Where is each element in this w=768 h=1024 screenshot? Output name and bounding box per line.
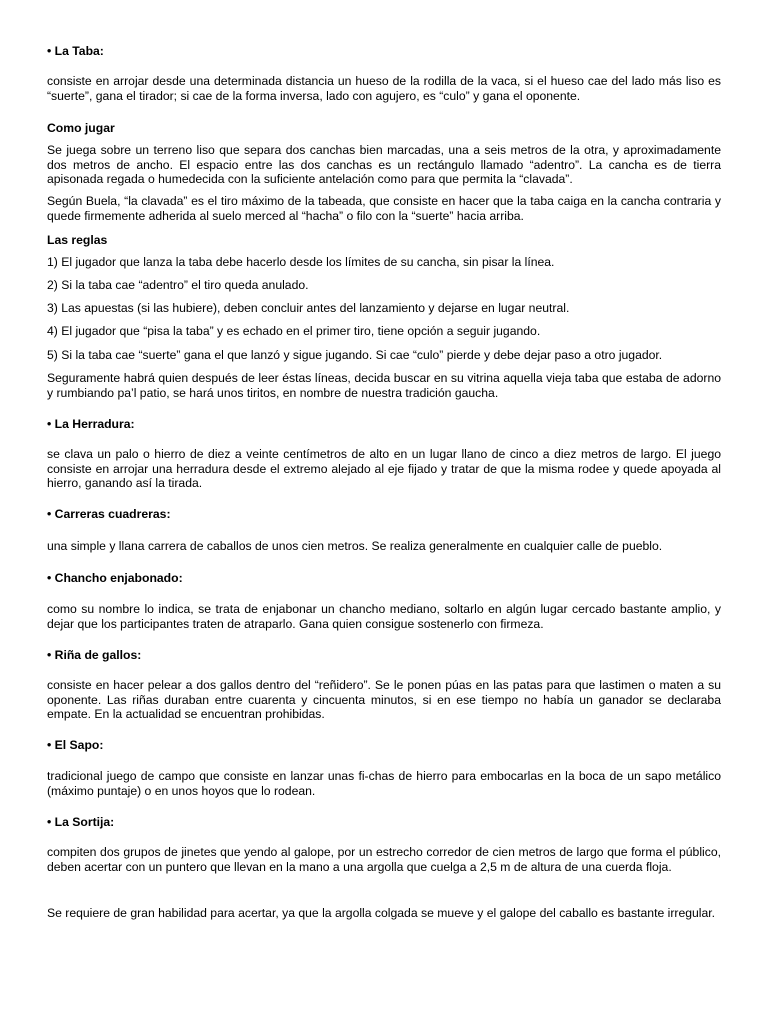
la-sortija-text-2: Se requiere de gran habilidad para acertar, ya que la argolla colgada se mueve y el galope del caballo es bastante irregular. [47,906,716,920]
chancho-enjabonado-text: como su nombre lo indica, se trata de enjabonar un chancho mediano, soltarlo en algún lugar cercado bastante amplio, y dejar que los participantes traten de atraparlo. Gana quien consigue sostenerlo con firmeza. [47,602,721,631]
heading-las-reglas: Las reglas [47,233,108,247]
rule-item-5: 5) Si la taba cae “suerte” gana el que lanzó y sigue jugando. Si cae “culo” pierde y debe dejar paso a otro jugador. [47,348,663,362]
heading-el-sapo: • El Sapo: [47,738,104,752]
como-jugar-paragraph-1: Se juega sobre un terreno liso que separa dos canchas bien marcadas, una a seis metros de la otra, y aproximadamente dos metros de ancho. El espacio entre las dos canchas es un rectángulo llamado “adentro”. La cancha es de tierra apisonada regada o humedecida con la suficiente antelación como para que permita la “clavada”. [47,143,721,187]
la-taba-closing: Seguramente habrá quien después de leer éstas líneas, decida buscar en su vitrina aquella vieja taba que estaba de adorno y rumbiando pa’l patio, se hará unos tiritos, en nombre de nuestra tradición gaucha. [47,371,721,400]
heading-chancho-enjabonado: • Chancho enjabonado: [47,571,183,585]
la-sortija-text-1: compiten dos grupos de jinetes que yendo al galope, por un estrecho corredor de cien metros de largo que forma el público, deben acertar con un puntero que llevan en la mano a una argolla que cuelga a 2,5 m de altura de una cuerda floja. [47,845,721,874]
como-jugar-paragraph-2: Según Buela, “la clavada” es el tiro máximo de la tabeada, que consiste en hacer que la taba caiga en la cancha contraria y quede firmemente adherida al suelo merced al “hacha” o filo con la “suerte” hacia arriba. [47,194,721,223]
rule-item-1: 1) El jugador que lanza la taba debe hacerlo desde los límites de su cancha, sin pisar la línea. [47,255,555,269]
rule-item-3: 3) Las apuestas (si las hubiere), deben concluir antes del lanzamiento y dejarse en lugar neutral. [47,301,570,315]
la-taba-intro: consiste en arrojar desde una determinada distancia un hueso de la rodilla de la vaca, si el hueso cae del lado más liso es “suerte”, gana el tirador; si cae de la forma inversa, lado con agujero, es “culo” y gana el oponente. [47,74,721,103]
heading-como-jugar: Como jugar [47,121,115,135]
rule-item-4: 4) El jugador que “pisa la taba” y es echado en el primer tiro, tiene opción a seguir jugando. [47,324,541,338]
rule-item-2: 2) Si la taba cae “adentro” el tiro queda anulado. [47,278,309,292]
la-herradura-text: se clava un palo o hierro de diez a veinte centímetros de alto en un lugar llano de cinco a diez metros de largo. El juego consiste en arrojar una herradura desde el extremo alejado al eje fijado y tratar de que la misma rodee y quede apoyada al hierro, ganando así la tirada. [47,447,721,491]
heading-carreras-cuadreras: • Carreras cuadreras: [47,507,171,521]
heading-la-taba: • La Taba: [47,44,104,58]
heading-la-sortija: • La Sortija: [47,815,115,829]
heading-la-herradura: • La Herradura: [47,417,135,431]
heading-rina-de-gallos: • Riña de gallos: [47,648,142,662]
rina-de-gallos-text: consiste en hacer pelear a dos gallos dentro del “reñidero”. Se le ponen púas en las patas para que lastimen o maten a su oponente. Las riñas duraban entre cuarenta y cincuenta minutos, si en ese tiempo no había un ganador se declaraba empate. En la actualidad se encuentran prohibidas. [47,678,721,722]
el-sapo-text: tradicional juego de campo que consiste en lanzar unas fi-chas de hierro para embocarlas en la boca de un sapo metálico (máximo puntaje) o en unos hoyos que lo rodean. [47,769,721,798]
carreras-cuadreras-text: una simple y llana carrera de caballos de unos cien metros. Se realiza generalmente en cualquier calle de pueblo. [47,539,663,553]
